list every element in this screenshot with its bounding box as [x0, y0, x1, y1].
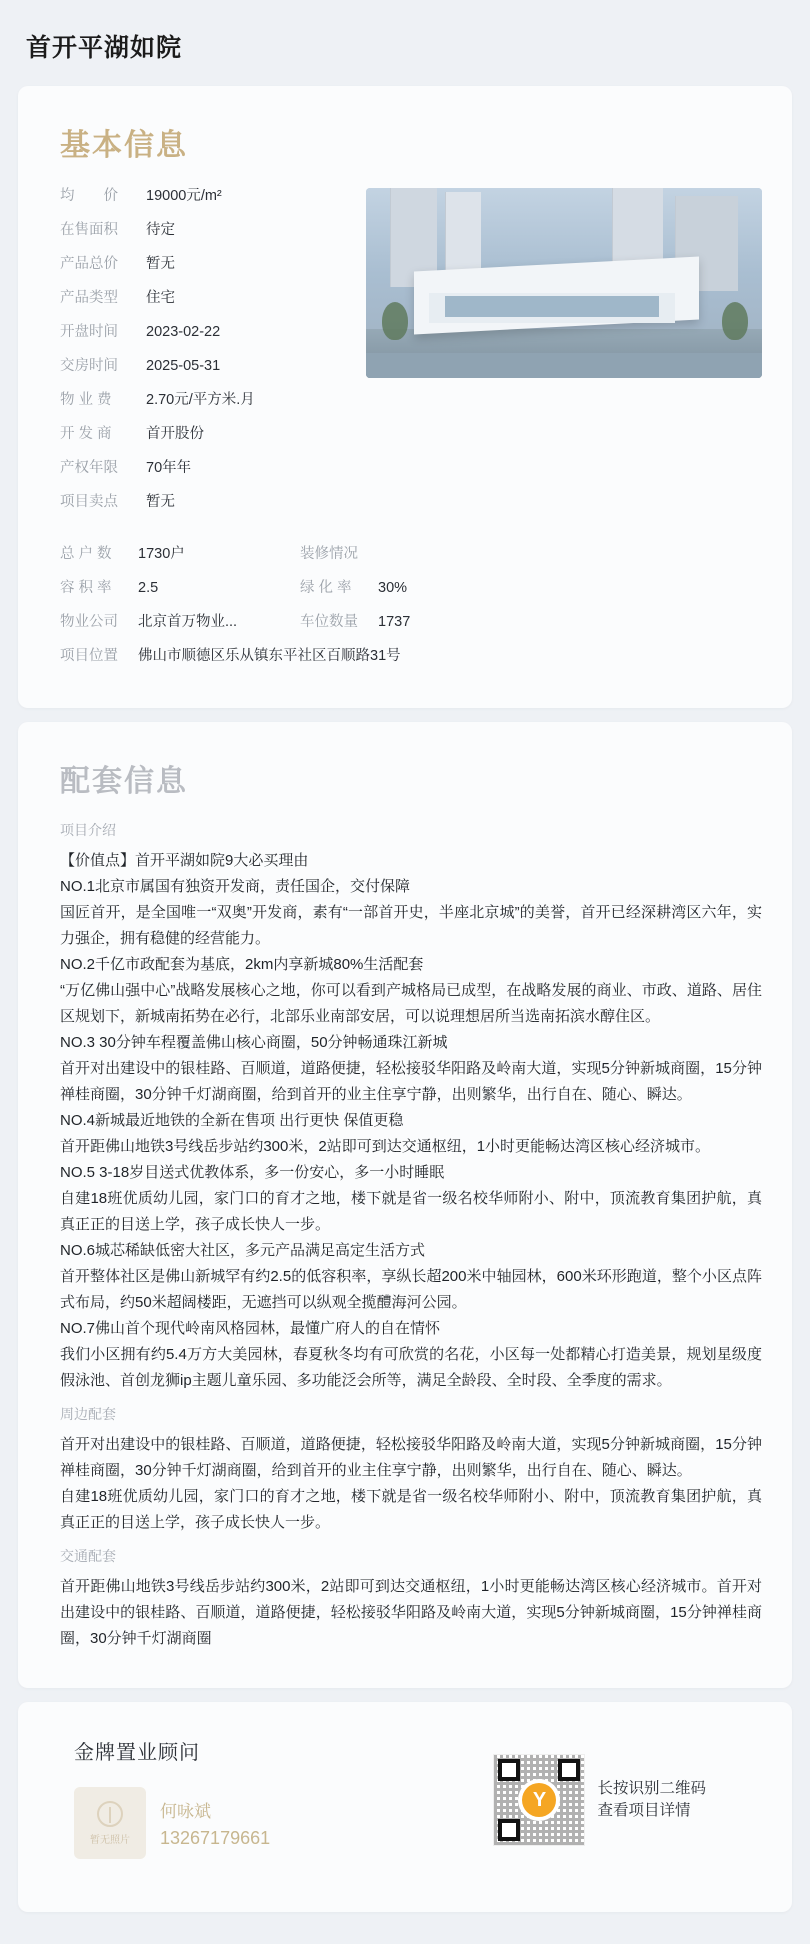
field-row [60, 354, 348, 375]
grid-cell [300, 576, 540, 597]
field-key: 产权年限 [60, 460, 118, 476]
grid-row [60, 576, 762, 597]
intro-paragraph: NO.1北京市属国有独资开发商，责任国企，交付保障 [60, 878, 411, 895]
traffic-paragraph: 首开距佛山地铁3号线岳步站约300米，2站即可到达交通枢纽，1小时更能畅达湾区核心经济城市。首开对出建设中的银桂路、百顺道，道路便捷，轻松接驳华阳路及岭南大道，实现5分钟新城商圈，15分钟禅桂商圈，30分钟千灯湖商圈 [60, 1578, 762, 1647]
qr-center-logo: Y [522, 1783, 556, 1817]
field-row [60, 252, 348, 273]
field-key: 物 业 费 [60, 392, 112, 408]
page-title: 首开平湖如院 [26, 34, 183, 62]
field-value: 北京首万物业... [138, 614, 238, 630]
field-key: 产品类型 [60, 290, 118, 306]
intro-paragraph: NO.6城芯稀缺低密大社区，多元产品满足高定生活方式 [60, 1242, 426, 1259]
grid-row [60, 610, 762, 631]
consultant-title: 金牌置业顾问 [74, 1742, 200, 1764]
intro-paragraph: 自建18班优质幼儿园，家门口的育才之地，楼下就是省一级名校华师附小、附中，顶流教育集团护航，真真正正的目送上学，孩子成长快人一步。 [60, 1190, 762, 1233]
intro-paragraph: 首开整体社区是佛山新城罕有约2.5的低容积率，享纵长超200米中轴园林，600米环形跑道，整个小区点阵式布局，约50米超阔楼距，无遮挡可以纵观全揽醴海河公园。 [60, 1268, 762, 1311]
grid-cell [60, 542, 300, 563]
field-value: 暂无 [146, 256, 175, 272]
field-key: 开 发 商 [60, 426, 112, 442]
consultant-card [18, 1702, 792, 1912]
intro-paragraph: 首开对出建设中的银桂路、百顺道，道路便捷，轻松接驳华阳路及岭南大道，实现5分钟新城商圈，15分钟禅桂商圈，30分钟千灯湖商圈，给到首开的业主住享宁静，出则繁华，出行自在、随心、瞬达。 [60, 1060, 762, 1103]
intro-paragraph: NO.4新城最近地铁的全新在售项 出行更快 保值更稳 [60, 1112, 404, 1129]
field-value: 1737 [378, 614, 411, 630]
consultant-info [160, 1797, 270, 1849]
grid-cell [60, 576, 300, 597]
field-row [60, 388, 348, 409]
field-value: 2.5 [138, 580, 159, 596]
project-intro-label: 项目介绍 [60, 822, 116, 838]
basic-info-section-title: 基本信息 [60, 129, 188, 162]
field-key: 总 户 数 [60, 546, 112, 562]
intro-paragraph: “万亿佛山强中心”战略发展核心之地，你可以看到产城格局已成型，在战略发展的商业、市政、道路、居住区规划下，新城南拓势在必行，北部乐业南部安居，可以说理想居所当选南拓滨水醇住区。 [60, 982, 762, 1025]
grid-cell [60, 644, 762, 665]
field-value: 首开股份 [146, 426, 204, 442]
project-rendering-image [366, 188, 762, 378]
consultant-phone[interactable]: 13267179661 [160, 1828, 271, 1848]
grid-cell [60, 610, 300, 631]
field-value: 2023-02-22 [146, 324, 221, 340]
field-row [60, 320, 348, 341]
facilities-section-title: 配套信息 [60, 765, 188, 798]
intro-paragraph: NO.5 3-18岁目送式优教体系，多一份安心，多一小时睡眠 [60, 1164, 445, 1181]
field-key: 车位数量 [300, 614, 358, 630]
qr-code-image[interactable] [493, 1754, 585, 1846]
field-key: 产品总价 [60, 256, 118, 272]
field-value: 30% [378, 580, 408, 596]
field-row [60, 286, 348, 307]
field-row [60, 184, 348, 205]
field-value: 2.70元/平方米.月 [146, 392, 255, 408]
intro-paragraph: NO.7佛山首个现代岭南风格园林，最懂广府人的自在情怀 [60, 1320, 441, 1337]
qr-caption-line-2: 查看项目详情 [597, 1802, 691, 1819]
around-facilities-label: 周边配套 [60, 1406, 116, 1422]
field-row [60, 422, 348, 443]
traffic-facilities-label: 交通配套 [60, 1548, 116, 1564]
grid-cell [300, 610, 540, 631]
intro-paragraph: 我们小区拥有约5.4万方大美园林，春夏秋冬均有可欣赏的名花，小区每一处都精心打造美景，规划星级度假泳池、首创龙狮ip主题儿童乐园、多功能泛会所等，满足全龄段、全时段、全季度的需求。 [60, 1346, 762, 1389]
person-icon [97, 1801, 123, 1827]
field-value: 2025-05-31 [146, 358, 221, 374]
qr-caption [597, 1778, 706, 1822]
intro-paragraph: 【价值点】首开平湖如院9大必买理由 [60, 852, 309, 869]
consultant-name: 何咏斌 [160, 1802, 211, 1821]
field-value: 19000元/m² [146, 188, 222, 204]
around-paragraph: 自建18班优质幼儿园，家门口的育才之地，楼下就是省一级名校华师附小、附中，顶流教育集团护航，真真正正的目送上学，孩子成长快人一步。 [60, 1488, 762, 1531]
field-key: 交房时间 [60, 358, 118, 374]
intro-paragraph: 首开距佛山地铁3号线岳步站约300米，2站即可到达交通枢纽，1小时更能畅达湾区核心经济城市。 [60, 1138, 711, 1155]
field-key: 在售面积 [60, 222, 118, 238]
field-key: 容 积 率 [60, 580, 112, 596]
avatar-placeholder-label: 暂无照片 [90, 1834, 130, 1846]
field-key: 绿 化 率 [300, 580, 352, 596]
field-key: 项目位置 [60, 648, 118, 664]
grid-row [60, 542, 762, 563]
basic-info-field-list [48, 184, 348, 524]
basic-info-card [18, 86, 792, 708]
basic-info-top [48, 184, 762, 524]
basic-info-grid [48, 542, 762, 665]
around-paragraph: 首开对出建设中的银桂路、百顺道，道路便捷，轻松接驳华阳路及岭南大道，实现5分钟新城商圈，15分钟禅桂商圈，30分钟千灯湖商圈，给到首开的业主住享宁静，出则繁华，出行自在、随心、瞬达。 [60, 1436, 762, 1479]
field-key: 装修情况 [300, 546, 358, 562]
field-row [60, 456, 348, 477]
field-key: 开盘时间 [60, 324, 118, 340]
field-row [60, 218, 348, 239]
qr-block[interactable] [493, 1754, 706, 1846]
field-value: 1730户 [138, 546, 185, 562]
field-key: 项目卖点 [60, 494, 118, 510]
intro-paragraph: NO.3 30分钟车程覆盖佛山核心商圈，50分钟畅通珠江新城 [60, 1034, 448, 1051]
intro-paragraph: NO.2千亿市政配套为基底，2km内享新城80%生活配套 [60, 956, 424, 973]
field-value: 佛山市顺德区乐从镇东平社区百顺路31号 [138, 648, 401, 664]
grid-row-location [60, 644, 762, 665]
field-key: 物业公司 [60, 614, 118, 630]
qr-caption-line-1: 长按识别二维码 [597, 1780, 706, 1797]
field-value: 待定 [146, 222, 175, 238]
field-value: 住宅 [146, 290, 175, 306]
grid-cell [300, 542, 540, 563]
intro-paragraph: 国匠首开，是全国唯一“双奥”开发商，素有“一部首开史，半座北京城”的美誉，首开已经深耕湾区六年，实力强企，拥有稳健的经营能力。 [60, 904, 762, 947]
field-value: 暂无 [146, 494, 175, 510]
facilities-card [18, 722, 792, 1688]
field-row [60, 490, 348, 511]
avatar [74, 1787, 146, 1859]
field-key: 均 价 [60, 188, 118, 204]
field-value: 70年年 [146, 460, 192, 476]
